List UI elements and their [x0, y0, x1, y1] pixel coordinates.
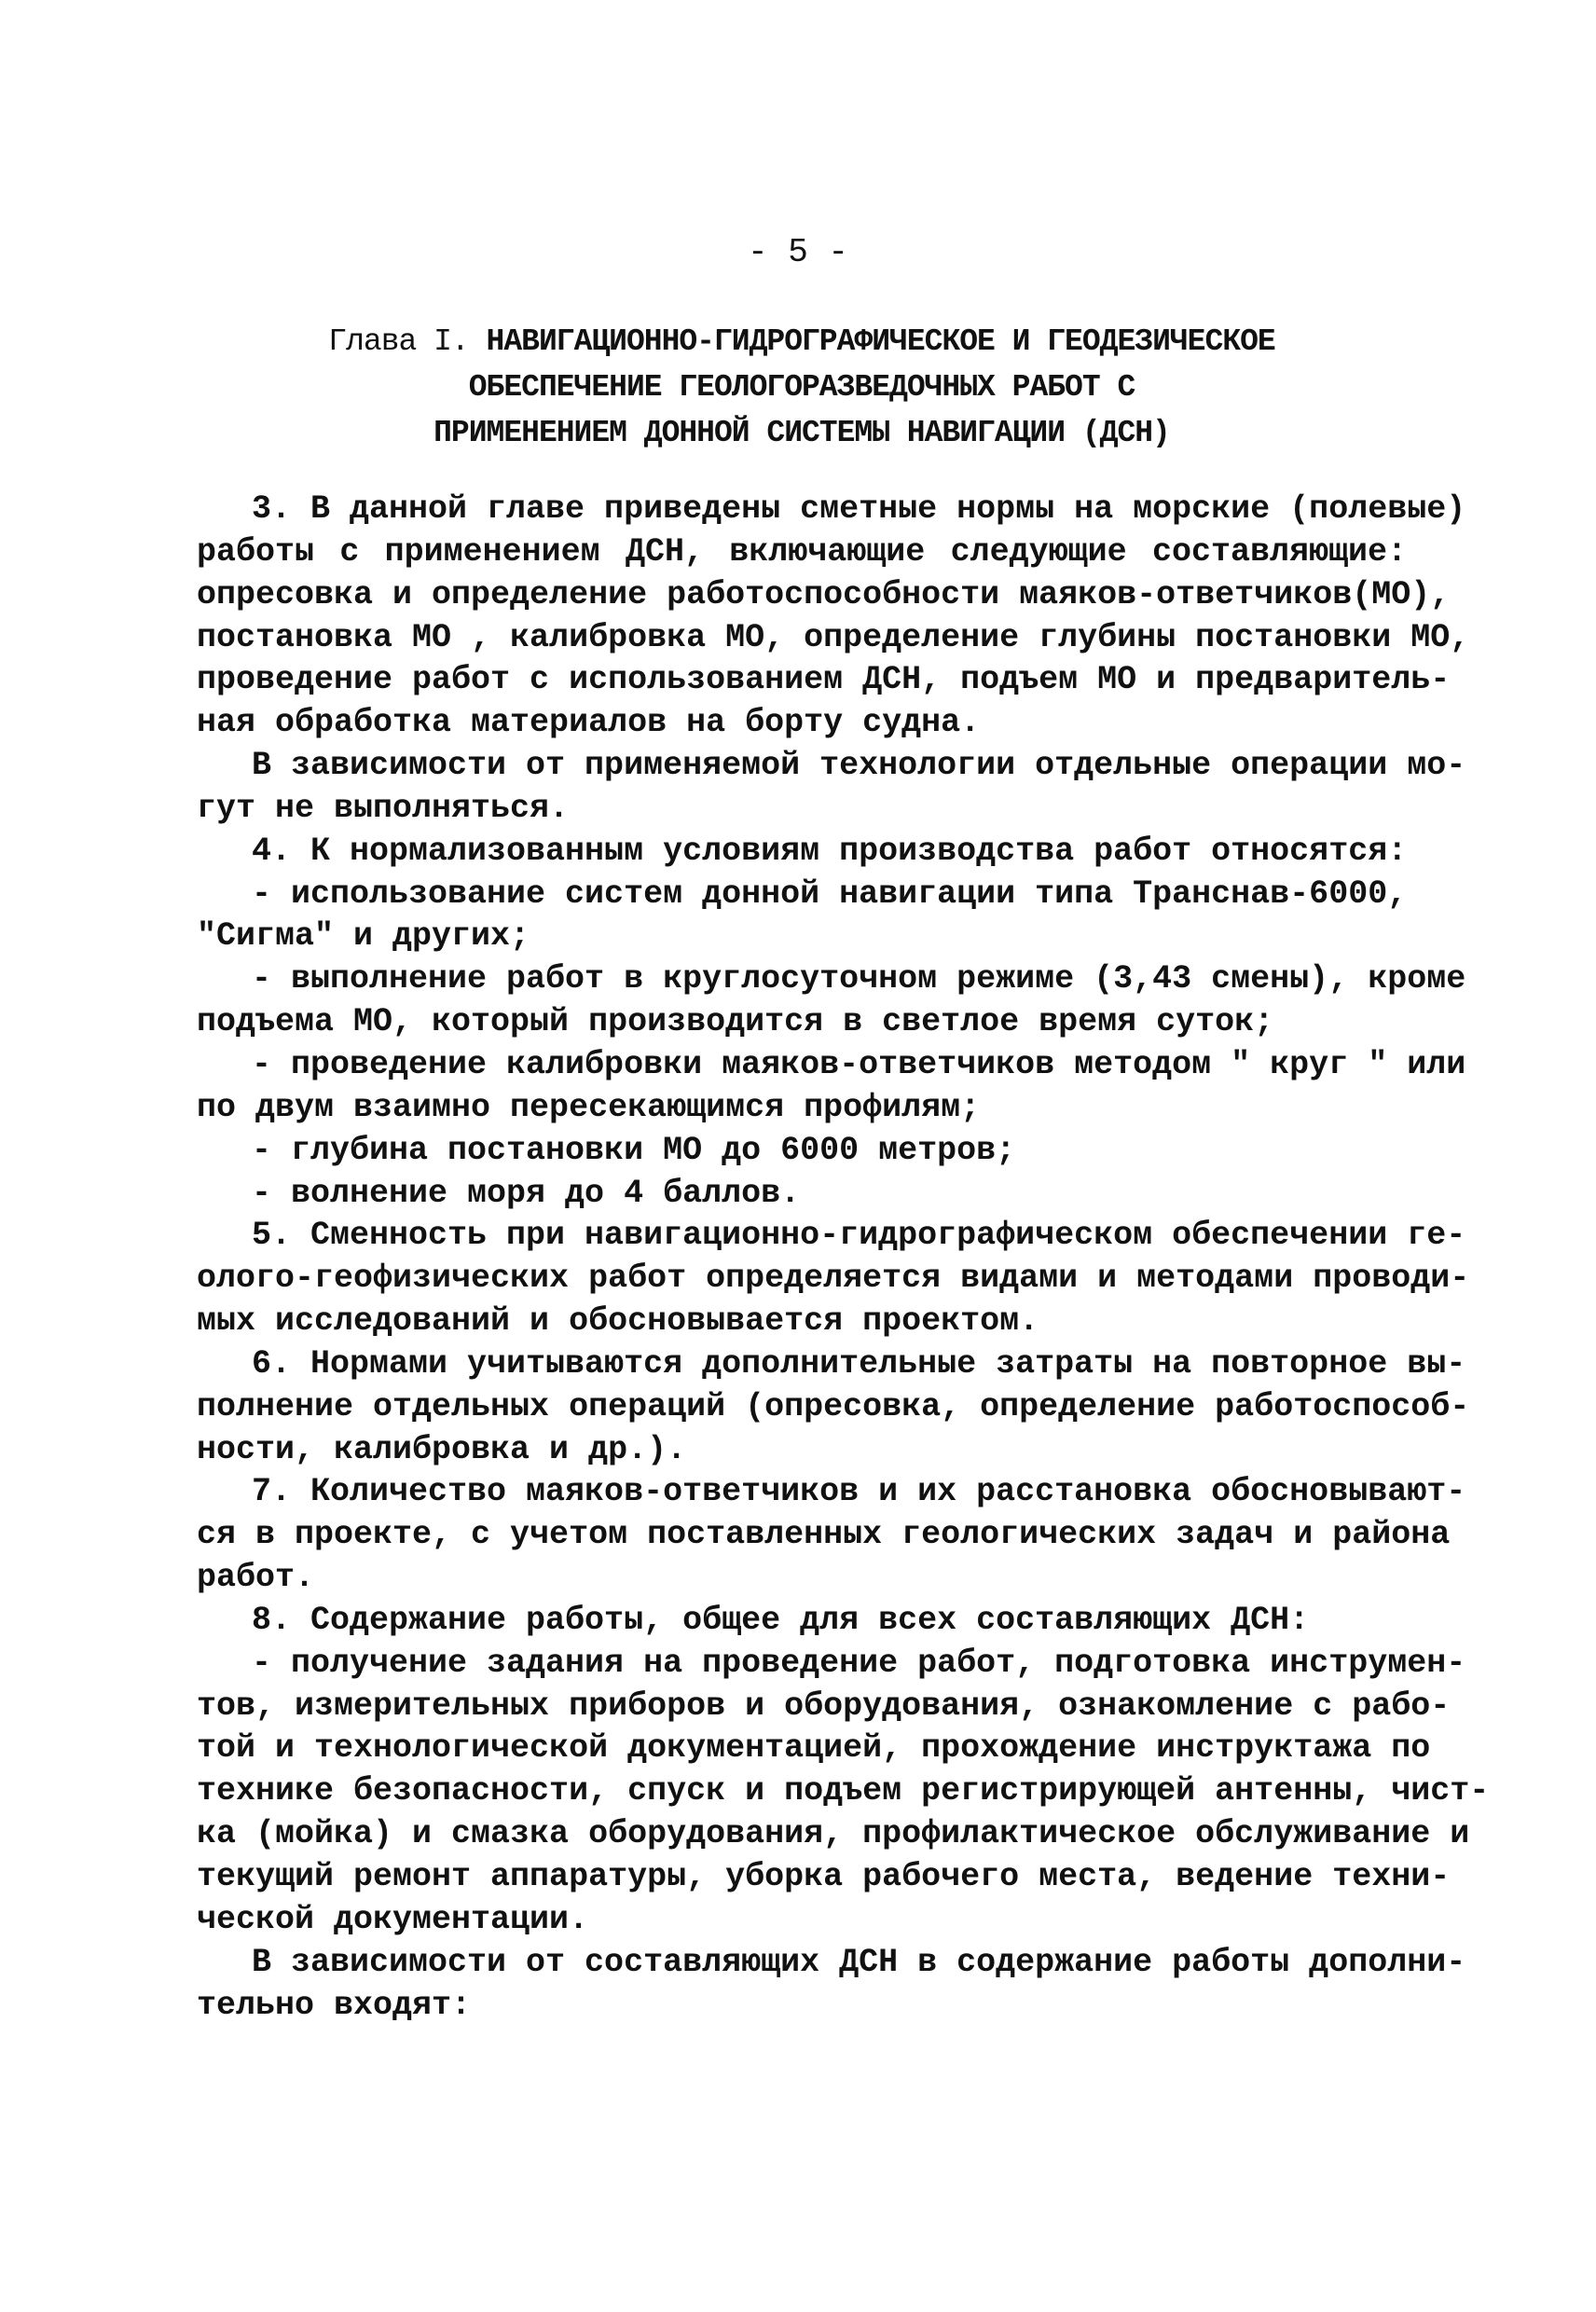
paragraph: [197, 958, 1466, 1044]
text-line: ка (мойка) и смазка оборудования, профилактическое обслуживание и: [197, 1815, 1470, 1853]
text-line: ная обработка материалов на борту судна.: [197, 704, 981, 742]
paragraph: [197, 1343, 1470, 1472]
text-line: "Сигма" и других;: [197, 917, 530, 956]
text-line: 7. Количество маяков-ответчиков и их расстановка обосновывают-: [252, 1473, 1466, 1511]
text-line: работы с применением ДСН, включающие следующие составляющие:: [197, 532, 1407, 571]
text-line: - использование систем донной навигации типа Транснав-6000,: [252, 874, 1408, 913]
paragraph: [197, 874, 1407, 959]
body-text: [197, 489, 1490, 2027]
text-line: той и технологической документацией, прохождение инструктажа по: [197, 1729, 1431, 1768]
paragraph: [197, 1215, 1470, 1343]
text-line: - волнение моря до 4 баллов.: [252, 1174, 801, 1212]
chapter-label: Глава I.: [328, 324, 469, 359]
text-line: мых исследований и обосновывается проектом.: [197, 1302, 1039, 1341]
text-line: гут не выполняться.: [197, 789, 570, 827]
paragraph: [197, 1173, 1407, 1216]
text-line: проведение работ с использованием ДСН, подъем МО и предваритель-: [197, 661, 1451, 699]
text-line: постановка МО , калибровка МО, определение глубины постановки МО,: [197, 618, 1470, 656]
text-line: - выполнение работ в круглосуточном режиме (3,43 смены), кроме: [252, 960, 1466, 998]
text-line: подъема МО, который производится в светлое время суток;: [197, 1003, 1274, 1041]
text-line: текущий ремонт аппаратуры, уборка рабочего места, ведение техни-: [197, 1858, 1451, 1895]
paragraph: [197, 1044, 1466, 1130]
text-line: тов, измерительных приборов и оборудования, ознакомление с рабо-: [197, 1686, 1451, 1725]
text-line: - получение задания на проведение работ, подготовка инструмен-: [252, 1644, 1466, 1682]
text-line: 3. В данной главе приведены сметные нормы на морские (полевые): [252, 490, 1466, 528]
paragraph: [197, 1471, 1466, 1600]
chapter-title-line: Глава I. НАВИГАЦИОННО-ГИДРОГРАФИЧЕСКОЕ И ГЕОДЕЗИЧЕСКОЕ: [328, 324, 1275, 359]
text-line: - проведение калибровки маяков-ответчиков методом " круг " или: [252, 1045, 1466, 1083]
text-line: В зависимости от применяемой технологии отдельные операции мо-: [252, 747, 1466, 785]
text-line: технике безопасности, спуск и подъем регистрирующей антенны, чист-: [197, 1772, 1490, 1810]
chapter-title-line: ПРИМЕНЕНИЕМ ДОННОЙ СИСТЕМЫ НАВИГАЦИИ (ДСН): [433, 416, 1170, 450]
text-line: ности, калибровка и др.).: [197, 1430, 687, 1468]
text-line: тельно входят:: [197, 1986, 472, 2024]
paragraph: [197, 745, 1466, 831]
chapter-title-line: ОБЕСПЕЧЕНИЕ ГЕОЛОГОРАЗВЕДОЧНЫХ РАБОТ С: [468, 370, 1135, 405]
paragraph: [197, 1643, 1490, 1942]
text-line: В зависимости от составляющих ДСН в содержание работы дополни-: [252, 1943, 1466, 1981]
paragraph: [197, 831, 1407, 874]
text-line: ческой документации.: [197, 1900, 589, 1938]
text-line: 6. Нормами учитываются дополнительные затраты на повторное вы-: [252, 1344, 1466, 1383]
text-line: по двум взаимно пересекающимся профилям;: [197, 1088, 981, 1126]
text-line: полнение отдельных операций (опресовка, определение работоспособ-: [197, 1387, 1470, 1425]
text-line: - глубина постановки МО до 6000 метров;: [252, 1131, 1016, 1169]
chapter-title: [197, 319, 1407, 456]
text-line: 4. К нормализованным условиям производства работ относятся:: [252, 832, 1408, 870]
text-line: опресовка и определение работоспособности маяков-ответчиков(МО),: [197, 575, 1451, 613]
paragraph: [197, 489, 1470, 745]
text-line: ся в проекте, с учетом поставленных геологических задач и района: [197, 1516, 1451, 1554]
text-line: олого-геофизических работ определяется видами и методами проводи-: [197, 1259, 1470, 1298]
text-line: 5. Сменность при навигационно-гидрографическом обеспечении ге-: [252, 1217, 1466, 1255]
paragraph: [197, 1130, 1407, 1173]
text-line: работ.: [197, 1559, 315, 1597]
paragraph: [197, 1942, 1466, 2028]
paragraph: [197, 1600, 1407, 1643]
text-line: 8. Содержание работы, общее для всех составляющих ДСН:: [252, 1601, 1310, 1639]
page-number: - 5 -: [747, 233, 849, 271]
